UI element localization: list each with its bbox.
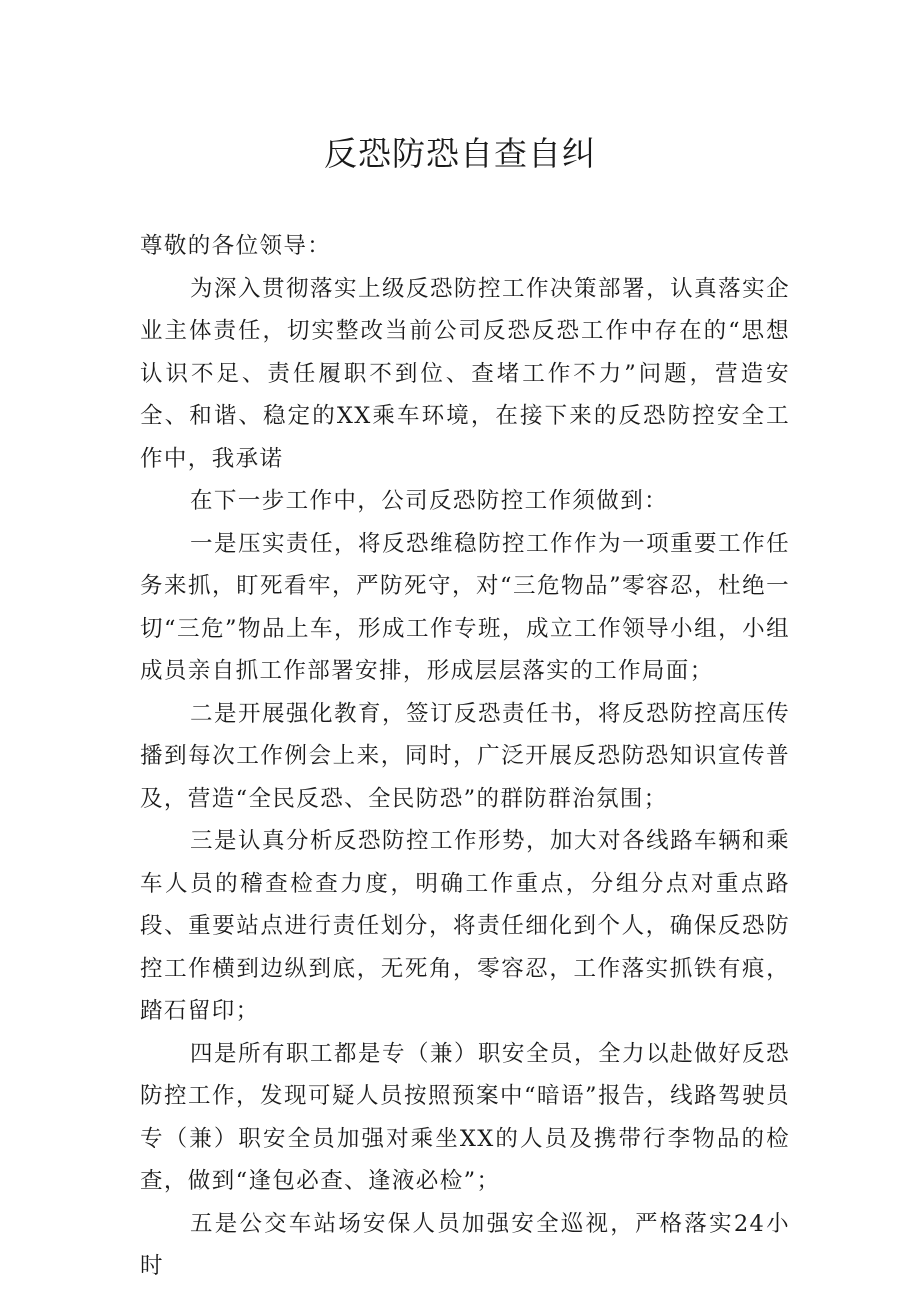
salutation: 尊敬的各位领导： (140, 233, 332, 259)
paragraph-item-4: 四是所有职工都是专（兼）职安全员，全力以赴做好反恐防控工作，发现可疑人员按照预案中“暗语”报告，线路驾驶员专（兼）职安全员加强对乘坐XX的人员及携带行李物品的检查，做到“逢包必查、逢液必检”； (140, 1040, 790, 1194)
document-title: 反恐防恐自查自纠 (324, 134, 596, 173)
paragraph-item-2: 二是开展强化教育，签订反恐责任书，将反恐防控高压传播到每次工作例会上来，同时，广泛开展反恐防恐知识宣传普及，营造“全民反恐、全民防恐”的群防群治氛围； (140, 700, 790, 812)
paragraph-item-5: 五是公交车站场安保人员加强安全巡视，严格落实24小时 (140, 1210, 790, 1279)
paragraph-item-1: 一是压实责任，将反恐维稳防控工作作为一项重要工作任务来抓，盯死看牢，严防死守，对“三危物品”零容忍，杜绝一切“三危”物品上车，形成工作专班，成立工作领导小组，小组成员亲自抓工作部署安排，形成层层落实的工作局面； (140, 530, 790, 684)
paragraph-next-steps: 在下一步工作中，公司反恐防控工作须做到： (190, 488, 669, 514)
document-body (140, 225, 790, 1288)
paragraph-intro: 为深入贯彻落实上级反恐防控工作决策部署，认真落实企业主体责任，切实整改当前公司反恐反恐工作中存在的“思想认识不足、责任履职不到位、查堵工作不力”问题，营造安全、和谐、稳定的XX乘车环境，在接下来的反恐防控安全工作中，我承诺 (140, 275, 790, 472)
paragraph-item-3: 三是认真分析反恐防控工作形势，加大对各线路车辆和乘车人员的稽查检查力度，明确工作重点，分组分点对重点路段、重要站点进行责任划分，将责任细化到个人，确保反恐防控工作横到边纵到底，无死角，零容忍，工作落实抓铁有痕，踏石留印； (140, 828, 790, 1024)
